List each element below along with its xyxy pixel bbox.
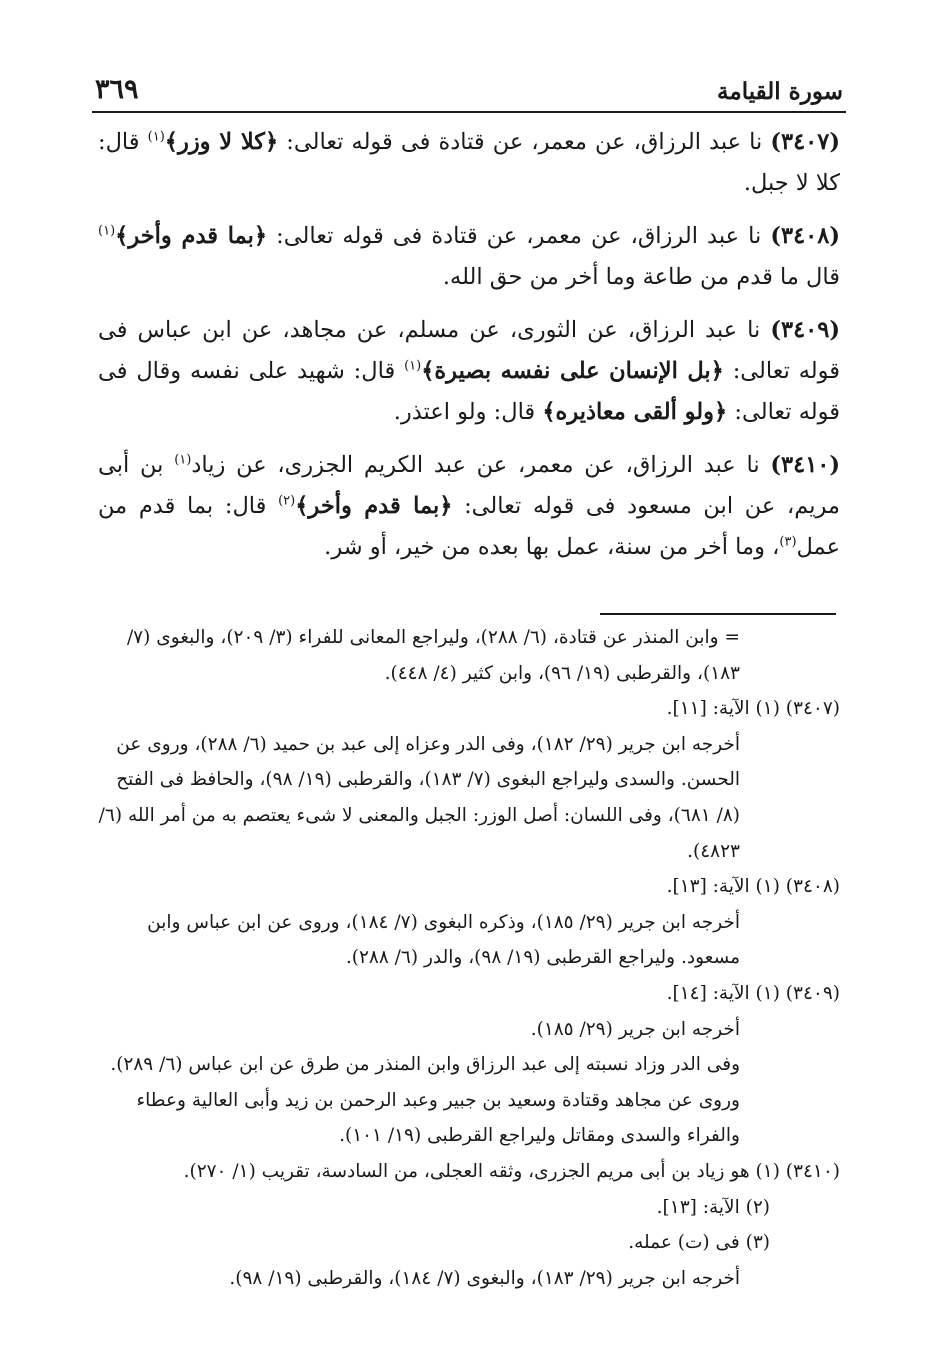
entry-number: (٣٤١٠) bbox=[770, 452, 841, 478]
entry-3408 bbox=[98, 216, 840, 298]
footnote-line: أخرجه ابن جرير (٢٩/ ١٨٢)، وفى الدر وعزاه إلى عبد بن حميد (٦/ ٢٨٨)، وروى عن الحسن. والسدى وليراجع البغوى (٧/ ١٨٣)، والقرطبى (١٩/ ٩٨)، والحافظ فى الفتح (٨/ ٦٨١)، وفى اللسان: أصل الوزر: الجبل والمعنى لا شىء يعتصم به من أمر الله (٦/ ٤٨٢٣). bbox=[98, 733, 740, 862]
footnote-line: (٣٤٠٩) (١) الآية: [١٤]. bbox=[666, 982, 840, 1004]
footnote-line: (٣٤١٠) (١) هو زياد بن أبى مريم الجزرى، وثقه العجلى، من السادسة، تقريب (١/ ٢٧٠). bbox=[183, 1160, 840, 1182]
footnote-line: (٣) فى (ت) عمله. bbox=[628, 1232, 770, 1254]
entry-text: نا عبد الرزاق، عن معمر، عن قتادة فى قوله تعالى: bbox=[276, 223, 762, 249]
entry-text-end: ، وما أخر من سنة، عمل بها بعده من خير، أو شر. bbox=[324, 534, 780, 560]
footnote-line: أخرجه ابن جرير (٢٩/ ١٨٥). bbox=[530, 1018, 740, 1040]
footnotes bbox=[98, 620, 840, 1296]
entry-text-end: قال ما قدم من طاعة وما أخر من حق الله. bbox=[442, 264, 840, 290]
entry-number: (٣٤٠٧) bbox=[770, 129, 841, 155]
footnote-line: أخرجه ابن جرير (٢٩/ ١٨٣)، والبغوى (٧/ ١٨٤)، والقرطبى (١٩/ ٩٨). bbox=[229, 1267, 740, 1289]
footnote-line: = وابن المنذر عن قتادة، (٦/ ٢٨٨)، وليراجع المعانى للفراء (٣/ ٢٠٩)، والبغوى (٧/ ١٨٣)، والقرطبى (١٩/ ٩٦)، وابن كثير (٤/ ٤٤٨). bbox=[126, 627, 740, 684]
footnote-line: (٣٤٠٨) (١) الآية: [١٣]. bbox=[666, 876, 840, 898]
footnote-mark: (١) bbox=[98, 223, 116, 239]
main-text bbox=[98, 122, 840, 580]
footnote-line: (٣٤٠٧) (١) الآية: [١١]. bbox=[666, 698, 840, 720]
entry-text: نا عبد الرزاق، عن معمر، عن عبد الكريم الجزرى، عن زياد bbox=[191, 452, 760, 478]
footnote-mark: (١) bbox=[404, 358, 422, 374]
quran-verse: ﴿بما قدم وأخر﴾ bbox=[115, 223, 268, 249]
header-rule bbox=[92, 111, 846, 113]
page-number: ٣٦٩ bbox=[95, 74, 139, 105]
entry-3410 bbox=[98, 445, 840, 568]
entry-text-3: قال: بما قدم من عمل bbox=[98, 493, 840, 560]
entry-text-end: قال: ولو اعتذر. bbox=[393, 399, 536, 425]
footnote-line: وفى الدر وزاد نسبته إلى عبد الرزاق وابن المنذر من طرق عن ابن عباس (٦/ ٢٨٩). وروى عن مجاهد وقتادة وسعيد بن جبير وعبد الرحمن بن زيد وأبى العالية وعطاء والفراء والسدى ومقاتل وليراجع القرطبى (١٩/ ١٠١). bbox=[110, 1054, 740, 1147]
footnote-mark-2: (٢) bbox=[278, 493, 296, 509]
footnote-mark: (١) bbox=[174, 452, 192, 468]
quran-verse: ﴿كلا لا وزر﴾ bbox=[164, 129, 279, 155]
entry-text-2: بن أبى مريم، عن ابن مسعود فى قوله تعالى: bbox=[98, 452, 840, 519]
footnote-mark: (١) bbox=[147, 129, 165, 145]
footnote-line: أخرجه ابن جرير (٢٩/ ١٨٥)، وذكره البغوى (٧/ ١٨٤)، وروى عن ابن عباس وابن مسعود. وليراجع القرطبى (١٩/ ٩٨)، والدر (٦/ ٢٨٨). bbox=[147, 911, 740, 969]
entry-number: (٣٤٠٨) bbox=[770, 223, 840, 249]
entry-text-2: قال: شهيد على نفسه وقال فى قوله تعالى: bbox=[98, 358, 840, 425]
entry-text: نا عبد الرزاق، عن معمر، عن قتادة فى قوله تعالى: bbox=[286, 129, 763, 155]
surah-title: سورة القيامة bbox=[717, 78, 843, 105]
entry-number: (٣٤٠٩) bbox=[770, 317, 840, 343]
entry-text-end: قال: كلا لا جبل. bbox=[98, 129, 840, 196]
footnote-mark-3: (٣) bbox=[779, 534, 797, 550]
entry-3409 bbox=[98, 310, 840, 433]
quran-verse: ﴿بل الإنسان على نفسه بصيرة﴾ bbox=[421, 358, 724, 384]
footnote-separator bbox=[600, 613, 836, 615]
page-header bbox=[95, 70, 843, 110]
quran-verse: ﴿بما قدم وأخر﴾ bbox=[295, 493, 453, 519]
entry-text: نا عبد الرزاق، عن الثورى، عن مسلم، عن مجاهد، عن ابن عباس فى قوله تعالى: bbox=[98, 317, 840, 384]
quran-verse-2: ﴿ولو ألقى معاذيره﴾ bbox=[542, 399, 728, 425]
footnote-line: (٢) الآية: [١٣]. bbox=[656, 1196, 770, 1218]
entry-3407 bbox=[98, 122, 840, 204]
